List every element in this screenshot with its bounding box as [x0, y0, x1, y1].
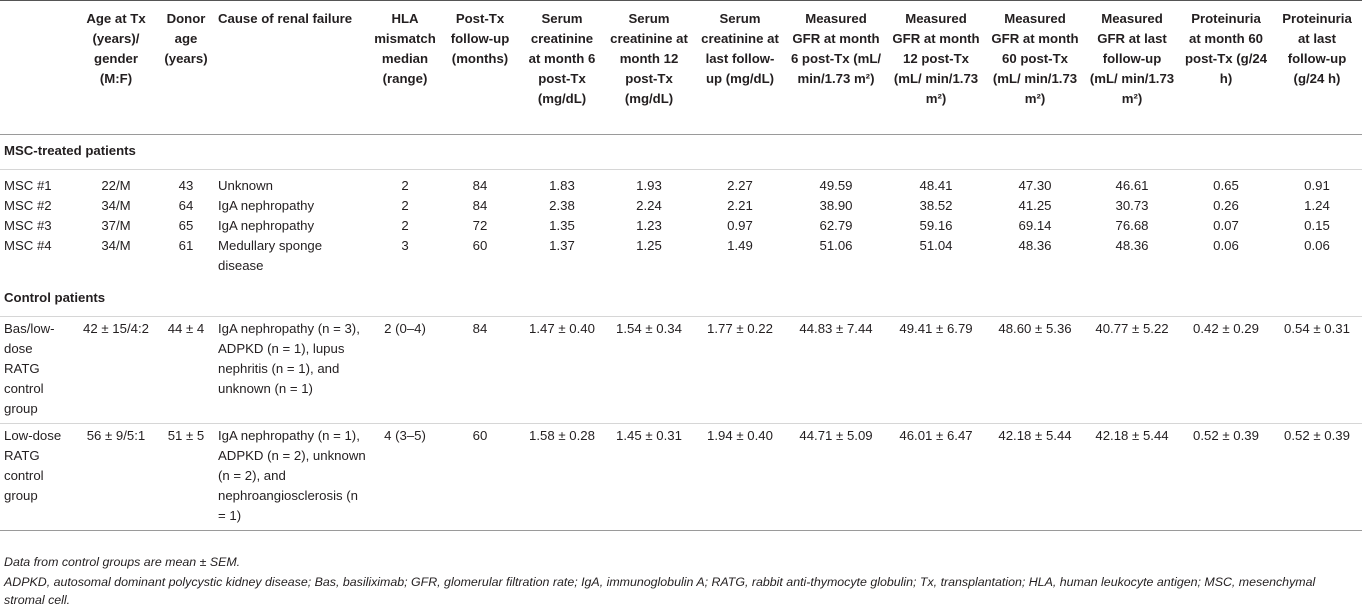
header-hla: HLA mismatch median (range) — [370, 1, 440, 135]
table-cell: 44.71 ± 5.09 — [786, 424, 886, 531]
table-cell: 48.36 — [1018, 238, 1052, 253]
table-cell: 2 — [401, 198, 409, 213]
table-row — [0, 424, 1362, 531]
row-label: Low-dose RATG control group — [0, 424, 74, 531]
header-gfr-last: Measured GFR at last follow-up (mL/ min/1.73 m²) — [1084, 1, 1180, 135]
table-cell: 43 — [178, 178, 194, 193]
table-cell: 49.59 — [819, 178, 853, 193]
table-cell: 40.77 ± 5.22 — [1084, 317, 1180, 424]
table-cell: 1.24 — [1304, 198, 1330, 213]
header-scr-6: Serum creatinine at month 6 post-Tx (mg/dL) — [520, 1, 604, 135]
table-cell: 1.58 ± 0.28 — [520, 424, 604, 531]
table-cell: 0.06 — [1304, 238, 1330, 253]
table-cell: 48.36 — [1115, 238, 1149, 253]
table-cell: 61 — [178, 238, 194, 253]
table-cell: 51.04 — [919, 238, 953, 253]
row-label: Bas/low-dose RATG control group — [0, 317, 74, 424]
table-cell: 0.26 — [1213, 198, 1239, 213]
header-scr-12: Serum creatinine at month 12 post-Tx (mg/dL) — [604, 1, 694, 135]
table-cell: 1.93 — [636, 178, 662, 193]
table-cell: 84 — [472, 178, 488, 193]
table-cell: 42.18 ± 5.44 — [1084, 424, 1180, 531]
table-cell: 76.68 — [1115, 218, 1149, 233]
table-cell: 84 — [472, 198, 488, 213]
table-cell: 0.54 ± 0.31 — [1272, 317, 1362, 424]
table-cell: 46.01 ± 6.47 — [886, 424, 986, 531]
header-prot-60: Proteinuria at month 60 post-Tx (g/24 h) — [1180, 1, 1272, 135]
table-cell: 0.52 ± 0.39 — [1272, 424, 1362, 531]
table-cell: 1.35 — [549, 218, 575, 233]
row-label: MSC #1 — [4, 178, 52, 193]
table-cell: 4 (3–5) — [370, 424, 440, 531]
header-prot-last: Proteinuria at last follow-up (g/24 h) — [1272, 1, 1362, 135]
table-cell: 51.06 — [819, 238, 853, 253]
header-gfr-60: Measured GFR at month 60 post-Tx (mL/ min/1.73 m²) — [986, 1, 1084, 135]
table-cell: 38.52 — [919, 198, 953, 213]
header-empty — [0, 1, 74, 135]
table-row — [0, 216, 1362, 236]
table-cell: IgA nephropathy — [218, 198, 315, 213]
table-cell: 47.30 — [1018, 178, 1052, 193]
table-cell: 0.07 — [1213, 218, 1239, 233]
header-donor-age: Donor age (years) — [158, 1, 214, 135]
table-cell: 59.16 — [919, 218, 953, 233]
table-cell: 0.06 — [1213, 238, 1239, 253]
table-cell: 38.90 — [819, 198, 853, 213]
table-cell: 84 — [440, 317, 520, 424]
header-gfr-6: Measured GFR at month 6 post-Tx (mL/ min/1.73 m²) — [786, 1, 886, 135]
table-cell: 1.37 — [549, 238, 575, 253]
table-cell: 1.23 — [636, 218, 662, 233]
table-cell: 0.15 — [1304, 218, 1330, 233]
table-cell: 2 — [401, 178, 409, 193]
footnote-1: Data from control groups are mean ± SEM. — [4, 555, 241, 569]
section-row — [0, 278, 1362, 317]
table-row — [0, 317, 1362, 424]
table-cell: 34/M — [101, 198, 131, 213]
table-cell: 56 ± 9/5:1 — [74, 424, 158, 531]
table-cell: Medullary sponge disease — [218, 238, 323, 273]
table-cell: 0.52 ± 0.39 — [1180, 424, 1272, 531]
table-cell: 42 ± 15/4:2 — [74, 317, 158, 424]
row-label: MSC #3 — [4, 218, 52, 233]
table-cell: 37/M — [101, 218, 131, 233]
table-cell: 60 — [440, 424, 520, 531]
table-cell: 42.18 ± 5.44 — [986, 424, 1084, 531]
section-control-title: Control patients — [0, 278, 1362, 317]
table-cell: 60 — [472, 238, 488, 253]
header-followup: Post-Tx follow-up (months) — [440, 1, 520, 135]
msc-rows — [0, 170, 1362, 279]
table-cell: 0.65 — [1213, 178, 1239, 193]
header-age: Age at Tx (years)/ gender (M:F) — [74, 1, 158, 135]
table-cell: 64 — [178, 198, 194, 213]
table-cell: IgA nephropathy (n = 1), ADPKD (n = 2), unknown (n = 2), and nephroangiosclerosis (n = 1) — [214, 424, 370, 531]
table-cell: IgA nephropathy (n = 3), ADPKD (n = 1), lupus nephritis (n = 1), and unknown (n = 1) — [214, 317, 370, 424]
table-cell: 2 — [401, 218, 409, 233]
table-cell: 1.45 ± 0.31 — [604, 424, 694, 531]
table-cell: 48.41 — [919, 178, 953, 193]
table-cell: 2.21 — [727, 198, 753, 213]
table-row — [0, 170, 1362, 197]
table-cell: 1.94 ± 0.40 — [694, 424, 786, 531]
table-cell: 2.24 — [636, 198, 662, 213]
table-cell: 65 — [178, 218, 194, 233]
table-row — [0, 196, 1362, 216]
table-cell: 72 — [472, 218, 488, 233]
table-cell: 1.83 — [549, 178, 575, 193]
table-cell: Unknown — [218, 178, 273, 193]
table-cell: 22/M — [101, 178, 131, 193]
table-cell: 1.54 ± 0.34 — [604, 317, 694, 424]
table-cell: 69.14 — [1018, 218, 1052, 233]
table-cell: 51 ± 5 — [158, 424, 214, 531]
table-cell: 1.49 — [727, 238, 753, 253]
table-row — [0, 236, 1362, 278]
table-cell: 46.61 — [1115, 178, 1149, 193]
table-cell: IgA nephropathy — [218, 218, 315, 233]
table-cell: 3 — [401, 238, 409, 253]
footnote-2: ADPKD, autosomal dominant polycystic kidney disease; Bas, basiliximab; GFR, glomerular filtration rate; IgA, immunoglobulin A; RATG, rabbit anti-thymocyte globulin; Tx, transplantation; HLA, human leukocyte antigen; MSC, mesenchymal stromal cell. — [4, 575, 1316, 607]
control-rows — [0, 317, 1362, 531]
table-cell: 30.73 — [1115, 198, 1149, 213]
table-cell: 0.97 — [727, 218, 753, 233]
table-cell: 1.77 ± 0.22 — [694, 317, 786, 424]
table-cell: 62.79 — [819, 218, 853, 233]
table-cell: 0.91 — [1304, 178, 1330, 193]
table-cell: 2.27 — [727, 178, 753, 193]
table-cell: 0.42 ± 0.29 — [1180, 317, 1272, 424]
table-cell: 2 (0–4) — [370, 317, 440, 424]
row-label: MSC #2 — [4, 198, 52, 213]
table-cell: 41.25 — [1018, 198, 1052, 213]
header-gfr-12: Measured GFR at month 12 post-Tx (mL/ min/1.73 m²) — [886, 1, 986, 135]
table-cell: 1.47 ± 0.40 — [520, 317, 604, 424]
table-cell: 2.38 — [549, 198, 575, 213]
header-scr-last: Serum creatinine at last follow-up (mg/dL) — [694, 1, 786, 135]
row-label: MSC #4 — [4, 238, 52, 253]
table-cell: 44 ± 4 — [158, 317, 214, 424]
table-cell: 34/M — [101, 238, 131, 253]
header-cause: Cause of renal failure — [214, 1, 370, 135]
section-msc-title: MSC-treated patients — [0, 135, 1362, 170]
table-cell: 49.41 ± 6.79 — [886, 317, 986, 424]
table-cell: 48.60 ± 5.36 — [986, 317, 1084, 424]
table-cell: 1.25 — [636, 238, 662, 253]
header-row — [0, 1, 1362, 135]
section-row — [0, 135, 1362, 170]
table-cell: 44.83 ± 7.44 — [786, 317, 886, 424]
